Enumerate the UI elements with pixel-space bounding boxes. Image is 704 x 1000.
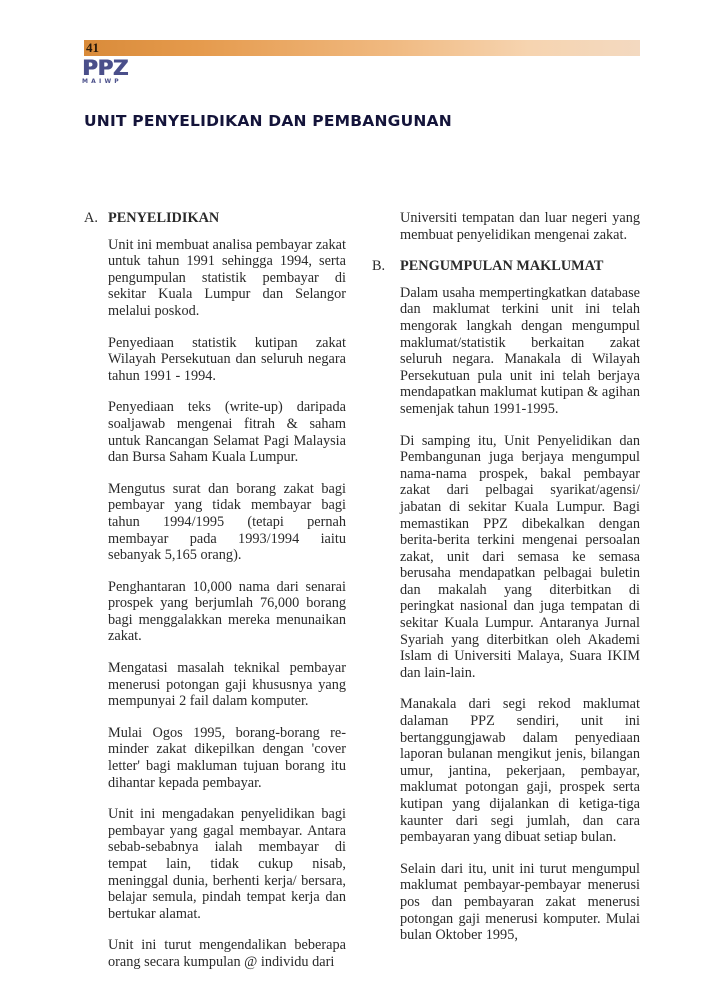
section-a-paragraph: Unit ini turut mengendalikan beberapa orang secara kumpulan @ individu dari (108, 937, 346, 970)
section-b-title: PENGUMPULAN MAKLUMAT (400, 258, 604, 275)
section-a-letter: A. (84, 210, 98, 226)
section-a-paragraph: Penyediaan teks (write-up) daripada soaljawab mengenai fitrah & saham untuk Rancangan Selamat Pagi Malaysia dan Bursa Saham Kuala Lumpur. (108, 399, 346, 466)
section-a-paragraph: Mengatasi masalah teknikal pembayar menerusi potongan gaji khususnya yang mempunyai 2 fail dalam komputer. (108, 660, 346, 710)
left-column (84, 210, 346, 986)
logo-text: PPZ (82, 56, 129, 80)
section-b-paragraph: Manakala dari segi rekod maklumat dalaman PPZ sendiri, unit ini bertanggungjawab dalam penyediaan laporan bulanan mengikut jenis, bilangan umur, jantina, pekerjaan, pembayar, maklumat potongan gaji, prospek serta kutipan yang dijalankan di ketiga-tiga kaunter dari segi jumlah, dan cara pembayaran yang dibuat setiap bulan. (400, 696, 640, 846)
page-number: 41 (86, 40, 99, 55)
page-title: UNIT PENYELIDIKAN DAN PEMBANGUNAN (84, 112, 452, 130)
section-a-continued: Universiti tempatan dan luar negeri yang membuat penyelidikan mengenai zakat. (400, 210, 640, 243)
header-band (84, 40, 640, 56)
section-b-paragraph: Di samping itu, Unit Penyelidikan dan Pembangunan juga berjaya mengumpul nama-nama prospek, bakal pembayar zakat dari pelbagai syarikat/agensi/ jabatan di sekitar Kuala Lumpur. Bagi memastikan PPZ dibekalkan dengan berita-berita terkini mengenai persoalan zakat, unit dari semasa ke semasa berusaha mendapatkan pelbagai buletin dan makalah yang diterbitkan di peringkat nasional dan juga tempatan di sekitar Kuala Lumpur. Antaranya Jurnal Syariah yang diterbitkan oleh Akademi Islam di Universiti Malaya, Suara IKIM dan lain-lain. (400, 432, 640, 681)
section-b-heading (372, 258, 640, 275)
section-a-heading (84, 210, 346, 227)
ppz-logo (82, 58, 130, 86)
section-b-paragraph: Selain dari itu, unit ini turut mengumpul maklumat pembayar-pembayar menerusi pos dan pembayaran zakat menerusi potongan gaji menerusi komputer. Mulai bulan Oktober 1995, (400, 860, 640, 944)
section-a-paragraph: Penghantaran 10,000 nama dari senarai prospek yang berjumlah 76,000 borang bagi menggalakkan mereka menunaikan zakat. (108, 578, 346, 645)
section-b-letter: B. (372, 258, 386, 275)
section-a-paragraph: Unit ini mengadakan penyelidikan bagi pembayar yang gagal membayar. Antara sebab-sebabnya ialah membayar di tempat lain, tidak cukup nisab, meninggal dunia, berhenti kerja/ bersara, belajar semula, pindah tempat kerja dan bertukar alamat. (108, 806, 346, 922)
section-a-title: PENYELIDIKAN (108, 210, 220, 226)
section-a-paragraph: Mengutus surat dan borang zakat bagi pembayar yang tidak membayar bagi tahun 1994/1995 (tetapi pernah membayar pada 1993/1994 iaitu sebanyak 5,165 orang). (108, 480, 346, 564)
section-a-paragraph: Penyediaan statistik kutipan zakat Wilayah Persekutuan dan seluruh negara tahun 1991 - 1994. (108, 334, 346, 384)
logo-subtext: MAIWP (82, 78, 122, 85)
right-column (372, 210, 640, 959)
section-a-paragraph: Unit ini membuat analisa pembayar zakat untuk tahun 1991 sehingga 1994, serta pengumpulan statistik pembayar di sekitar Kuala Lumpur dan Selangor melalui poskod. (108, 236, 346, 319)
section-a-paragraph: Mulai Ogos 1995, borang-borang re-minder zakat dikepilkan dengan 'cover letter' bagi makluman tujuan borang itu dihantar kepada pembayar. (108, 724, 346, 791)
section-b-paragraph: Dalam usaha mempertingkatkan database dan maklumat terkini unit ini telah mengorak langkah dengan mengumpul maklumat/statistik berkaitan zakat seluruh negara. Manakala di Wilayah Persekutuan pula unit ini telah berjaya mendapatkan maklumat kutipan & agihan semenjak tahun 1991-1995. (400, 284, 640, 417)
